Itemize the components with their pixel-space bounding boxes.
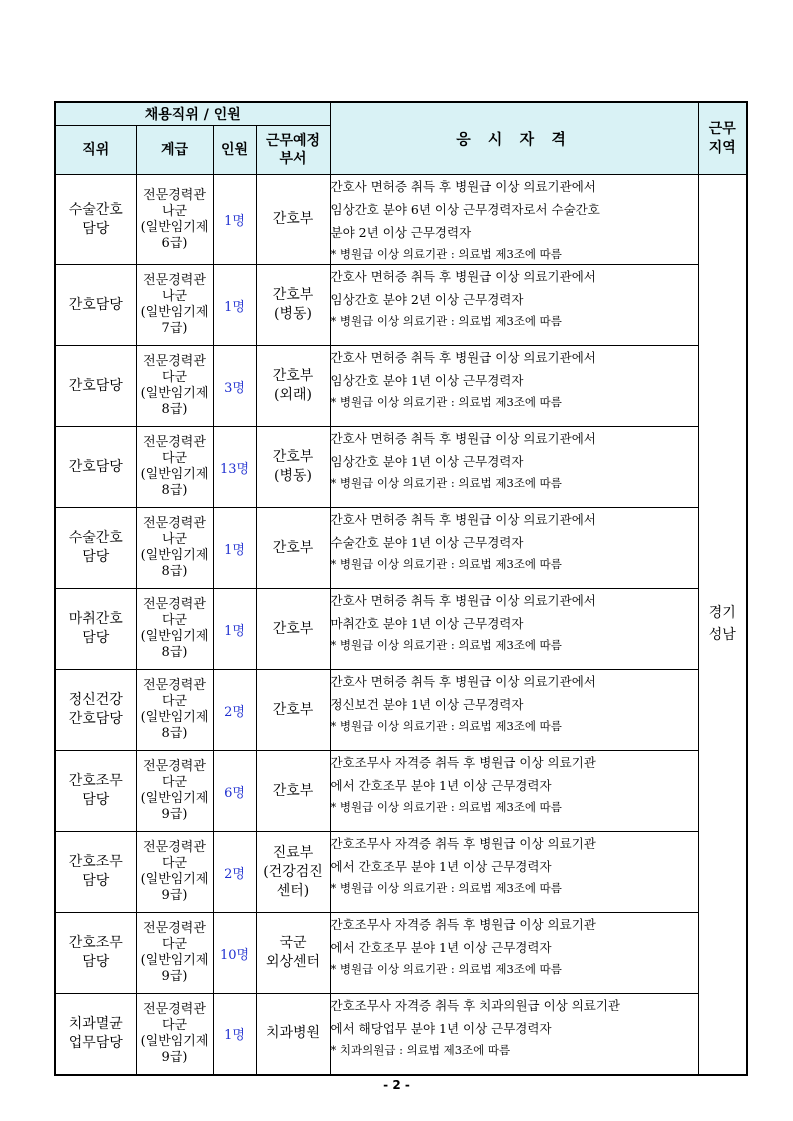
qualification-cell [330, 832, 698, 913]
headcount-cell: 10명 [213, 913, 256, 994]
table-row [55, 994, 747, 1075]
qualification-note: * 병원급 이상 의료기관 : 의료법 제3조에 따름 [330, 314, 562, 328]
qualification-cell [330, 994, 698, 1075]
qualification-note: * 병원급 이상 의료기관 : 의료법 제3조에 따름 [330, 395, 562, 409]
department-cell: 간호부 [256, 670, 330, 751]
qualification-note: * 병원급 이상 의료기관 : 의료법 제3조에 따름 [330, 881, 562, 895]
grade-cell: 전문경력관 나군 (일반임기제 6급) [136, 175, 213, 265]
position-cell: 간호담당 [55, 427, 136, 508]
position-cell: 마취간호 담당 [55, 589, 136, 670]
grade-cell: 전문경력관 다군 (일반임기제 9급) [136, 994, 213, 1075]
department-cell: 간호부 [256, 508, 330, 589]
position-cell: 수술간호 담당 [55, 175, 136, 265]
qualification-line: 임상간호 분야 1년 이상 근무경력자 [330, 454, 524, 469]
grade-cell: 전문경력관 다군 (일반임기제 8급) [136, 670, 213, 751]
qualification-note: * 병원급 이상 의료기관 : 의료법 제3조에 따름 [330, 557, 562, 571]
position-cell: 간호담당 [55, 346, 136, 427]
position-cell: 치과멸균 업무담당 [55, 994, 136, 1075]
department-header: 근무예정 부서 [256, 126, 330, 175]
recruitment-table [54, 101, 748, 1076]
qualification-line: 정신보건 분야 1년 이상 근무경력자 [330, 697, 524, 712]
qualification-note: * 병원급 이상 의료기관 : 의료법 제3조에 따름 [330, 247, 562, 261]
position-cell: 간호조무 담당 [55, 913, 136, 994]
headcount-cell: 13명 [213, 427, 256, 508]
grade-cell: 전문경력관 다군 (일반임기제 9급) [136, 832, 213, 913]
grade-cell: 전문경력관 다군 (일반임기제 8급) [136, 346, 213, 427]
qualification-cell [330, 427, 698, 508]
headcount-cell: 6명 [213, 751, 256, 832]
qualification-line: 간호사 면허증 취득 후 병원급 이상 의료기관에서 [330, 674, 596, 689]
headcount-cell: 2명 [213, 670, 256, 751]
qualification-line: 간호조무사 자격증 취득 후 병원급 이상 의료기관 [330, 836, 596, 851]
qualification-line: 에서 간호조무 분야 1년 이상 근무경력자 [330, 940, 552, 955]
table-row [55, 175, 747, 265]
headcount-cell: 1명 [213, 589, 256, 670]
qualification-line: 에서 간호조무 분야 1년 이상 근무경력자 [330, 778, 552, 793]
qualification-note: * 병원급 이상 의료기관 : 의료법 제3조에 따름 [330, 476, 562, 490]
table-row [55, 913, 747, 994]
table-row [55, 589, 747, 670]
position-header: 직위 [55, 126, 136, 175]
work-region-cell: 경기 성남 [698, 175, 747, 1075]
table-row [55, 427, 747, 508]
position-cell: 간호조무 담당 [55, 832, 136, 913]
region-header: 근무 지역 [698, 102, 747, 175]
qualification-line: 임상간호 분야 1년 이상 근무경력자 [330, 373, 524, 388]
qualification-line: 간호조무사 자격증 취득 후 병원급 이상 의료기관 [330, 755, 596, 770]
qualification-note: * 병원급 이상 의료기관 : 의료법 제3조에 따름 [330, 719, 562, 733]
department-cell: 치과병원 [256, 994, 330, 1075]
table-body [55, 175, 747, 1075]
department-cell: 간호부 (외래) [256, 346, 330, 427]
qualification-cell [330, 589, 698, 670]
qualification-cell [330, 346, 698, 427]
headcount-cell: 2명 [213, 832, 256, 913]
qualification-line: 간호조무사 자격증 취득 후 치과의원급 이상 의료기관 [330, 998, 621, 1013]
grade-cell: 전문경력관 나군 (일반임기제 7급) [136, 265, 213, 346]
qualification-line: 간호사 면허증 취득 후 병원급 이상 의료기관에서 [330, 593, 596, 608]
department-cell: 간호부 [256, 175, 330, 265]
department-cell: 간호부 (병동) [256, 427, 330, 508]
headcount-cell: 1명 [213, 508, 256, 589]
table-row [55, 265, 747, 346]
headcount-cell: 1명 [213, 994, 256, 1075]
position-cell: 간호담당 [55, 265, 136, 346]
qualification-line: 간호조무사 자격증 취득 후 병원급 이상 의료기관 [330, 917, 596, 932]
position-cell: 간호조무 담당 [55, 751, 136, 832]
qualification-line: 간호사 면허증 취득 후 병원급 이상 의료기관에서 [330, 179, 596, 194]
qualification-cell [330, 913, 698, 994]
qualification-cell [330, 175, 698, 265]
department-cell: 국군 외상센터 [256, 913, 330, 994]
page-number: - 2 - [383, 1078, 410, 1092]
qualification-note: * 병원급 이상 의료기관 : 의료법 제3조에 따름 [330, 800, 562, 814]
department-cell: 간호부 [256, 589, 330, 670]
position-cell: 수술간호 담당 [55, 508, 136, 589]
grade-header: 계급 [136, 126, 213, 175]
qualification-header: 응 시 자 격 [330, 102, 698, 175]
grade-cell: 전문경력관 다군 (일반임기제 8급) [136, 589, 213, 670]
qualification-line: 마취간호 분야 1년 이상 근무경력자 [330, 616, 524, 631]
qualification-cell [330, 265, 698, 346]
grade-cell: 전문경력관 나군 (일반임기제 8급) [136, 508, 213, 589]
qualification-line: 분야 2년 이상 근무경력자 [330, 225, 472, 240]
qualification-line: 간호사 면허증 취득 후 병원급 이상 의료기관에서 [330, 512, 596, 527]
department-cell: 진료부 (건강검진 센터) [256, 832, 330, 913]
grade-cell: 전문경력관 다군 (일반임기제 8급) [136, 427, 213, 508]
qualification-line: 임상간호 분야 6년 이상 근무경력자로서 수술간호 [330, 202, 600, 217]
qualification-line: 에서 간호조무 분야 1년 이상 근무경력자 [330, 859, 552, 874]
qualification-line: 에서 해당업무 분야 1년 이상 근무경력자 [330, 1021, 552, 1036]
qualification-line: 임상간호 분야 2년 이상 근무경력자 [330, 292, 524, 307]
qualification-cell [330, 751, 698, 832]
qualification-line: 간호사 면허증 취득 후 병원급 이상 의료기관에서 [330, 350, 596, 365]
grade-cell: 전문경력관 다군 (일반임기제 9급) [136, 913, 213, 994]
table-row [55, 832, 747, 913]
headcount-cell: 3명 [213, 346, 256, 427]
qualification-note: * 병원급 이상 의료기관 : 의료법 제3조에 따름 [330, 638, 562, 652]
qualification-note: * 병원급 이상 의료기관 : 의료법 제3조에 따름 [330, 962, 562, 976]
department-cell: 간호부 [256, 751, 330, 832]
grade-cell: 전문경력관 다군 (일반임기제 9급) [136, 751, 213, 832]
qualification-line: 수술간호 분야 1년 이상 근무경력자 [330, 535, 524, 550]
headcount-cell: 1명 [213, 175, 256, 265]
table-row [55, 508, 747, 589]
department-cell: 간호부 (병동) [256, 265, 330, 346]
qualification-line: 간호사 면허증 취득 후 병원급 이상 의료기관에서 [330, 269, 596, 284]
qualification-line: 간호사 면허증 취득 후 병원급 이상 의료기관에서 [330, 431, 596, 446]
table-row [55, 751, 747, 832]
position-group-header: 채용직위 / 인원 [55, 102, 330, 126]
headcount-cell: 1명 [213, 265, 256, 346]
qualification-cell [330, 508, 698, 589]
position-cell: 정신건강 간호담당 [55, 670, 136, 751]
qualification-note: * 치과의원급 : 의료법 제3조에 따름 [330, 1043, 511, 1057]
table-row [55, 346, 747, 427]
table-row [55, 670, 747, 751]
count-header: 인원 [213, 126, 256, 175]
qualification-cell [330, 670, 698, 751]
